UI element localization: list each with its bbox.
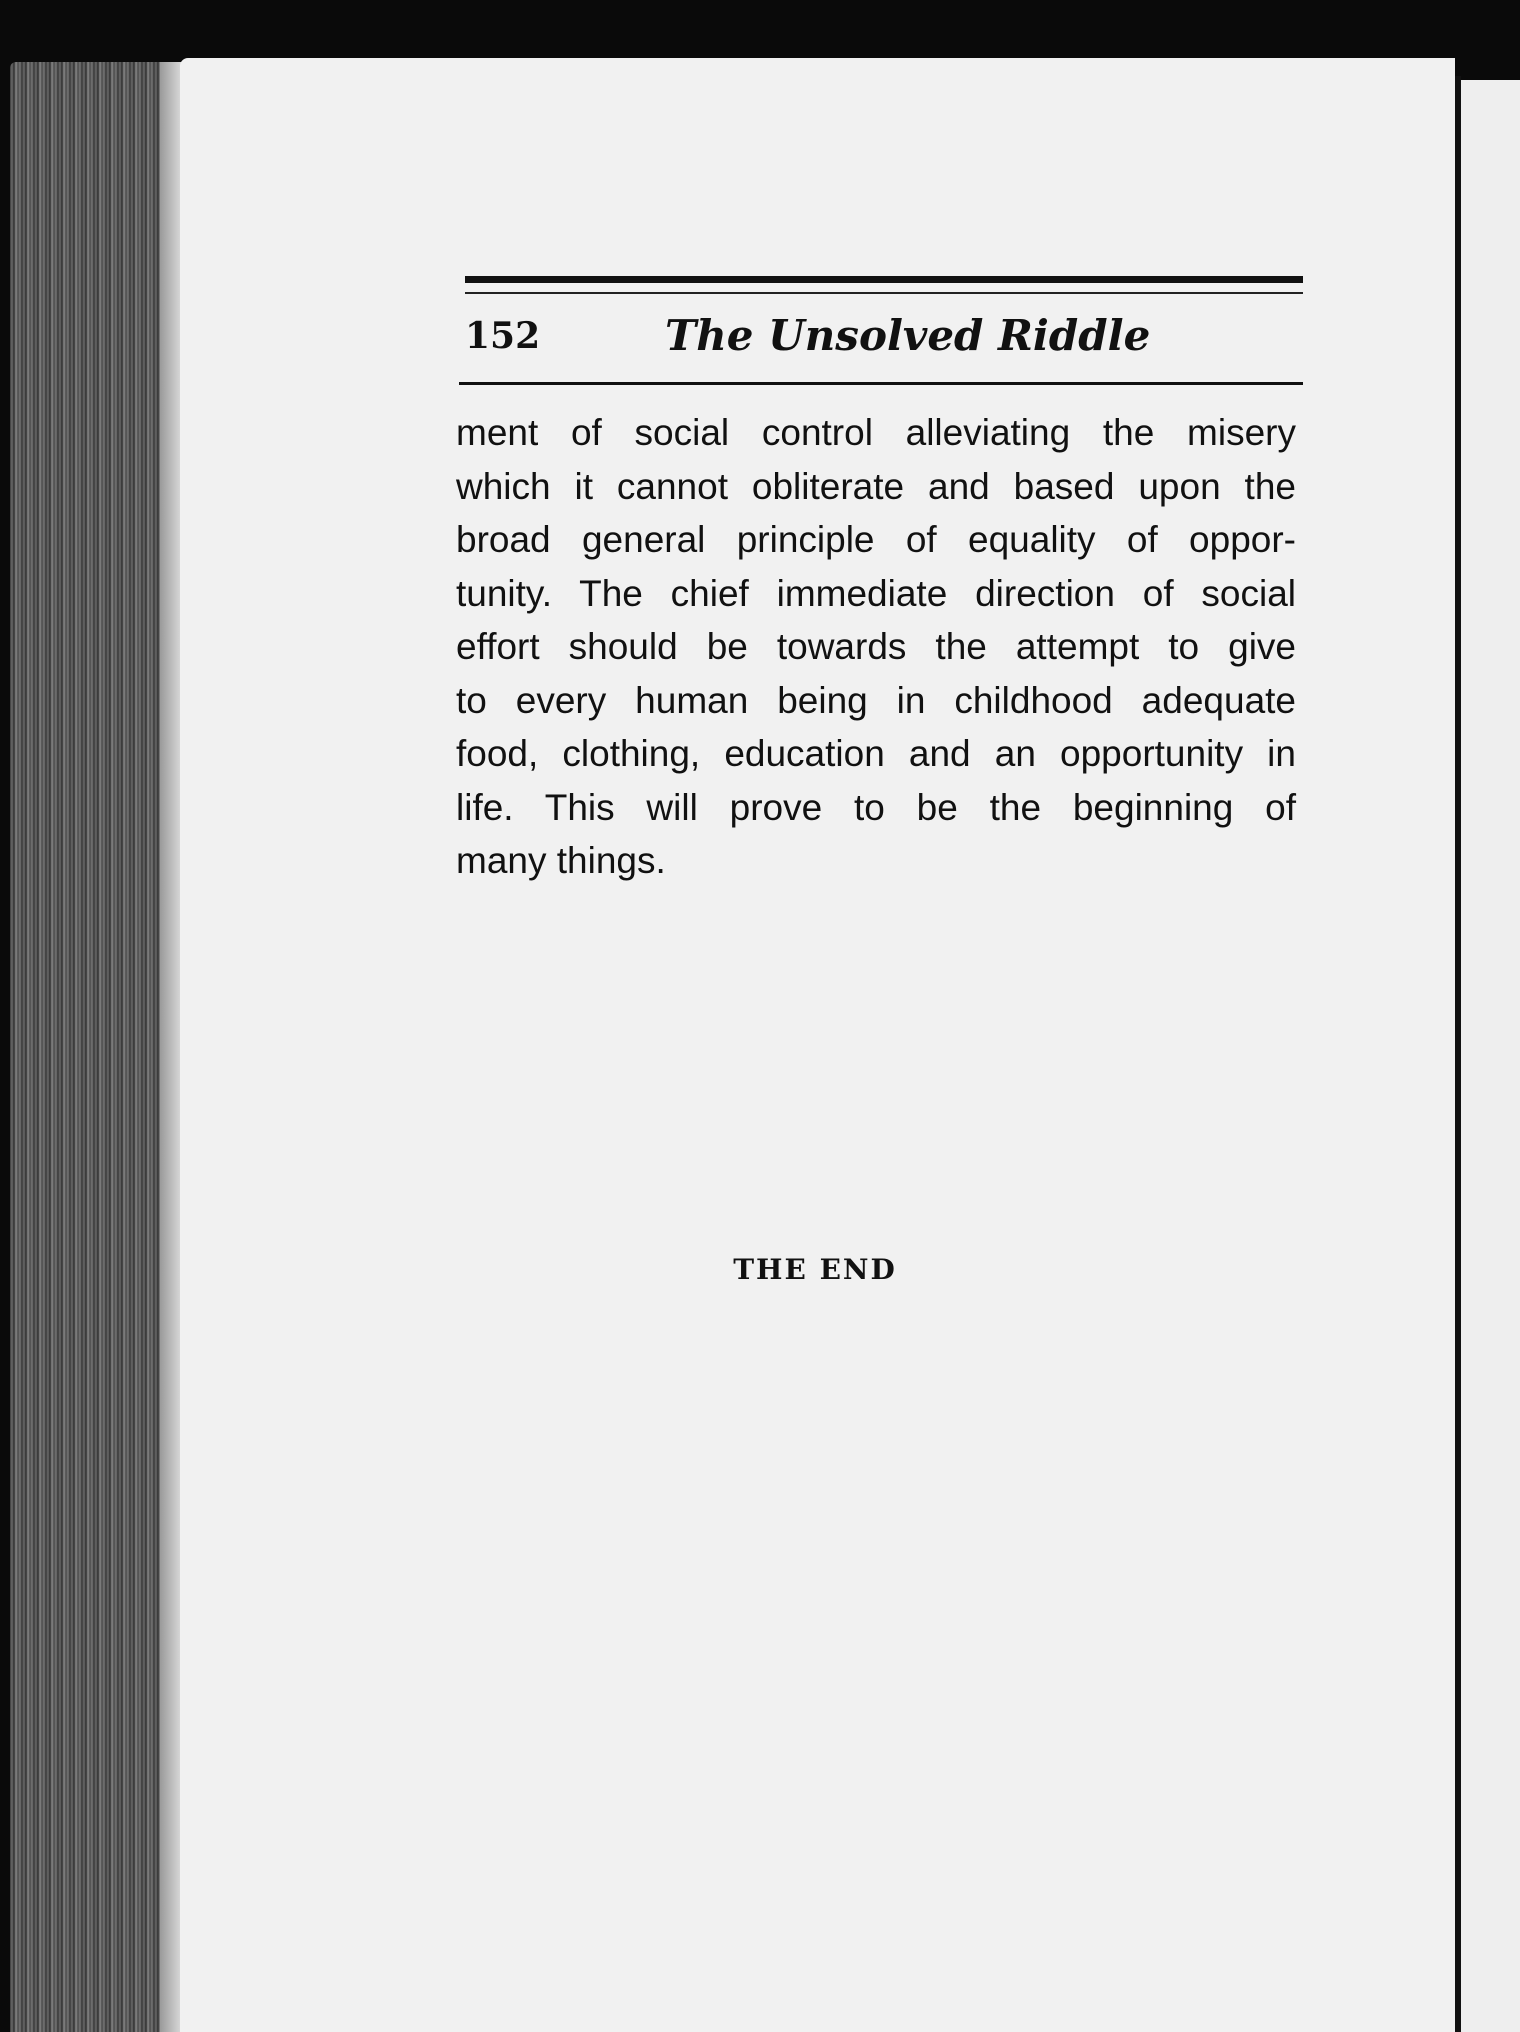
text-line: tunity. The chief immediate direction of social — [456, 572, 1296, 614]
text-line: life. This will prove to be the beginning of — [456, 786, 1296, 828]
text-line: food, clothing, education and an opportunity in — [456, 733, 1296, 774]
page-edges — [10, 62, 195, 2032]
body-paragraph — [456, 406, 1296, 888]
text-line: which it cannot obliterate and based upon the — [456, 465, 1296, 507]
running-head — [465, 305, 1303, 375]
text-line: effort should be towards the attempt to give — [456, 626, 1296, 667]
book-title: The Unsolved Riddle — [665, 311, 1151, 360]
header-rule-thin — [465, 292, 1303, 294]
text-line: many things. — [456, 840, 666, 881]
next-page — [1461, 80, 1520, 2032]
header-rule-under — [459, 382, 1303, 385]
text-line: to every human being in childhood adequate — [456, 679, 1296, 721]
end-mark: THE END — [733, 1253, 897, 1286]
header-rule-thick — [465, 276, 1303, 283]
page-number: 152 — [465, 315, 541, 357]
text-line: ment of social control alleviating the misery — [456, 412, 1296, 453]
text-line: broad general principle of equality of oppor- — [456, 519, 1296, 560]
